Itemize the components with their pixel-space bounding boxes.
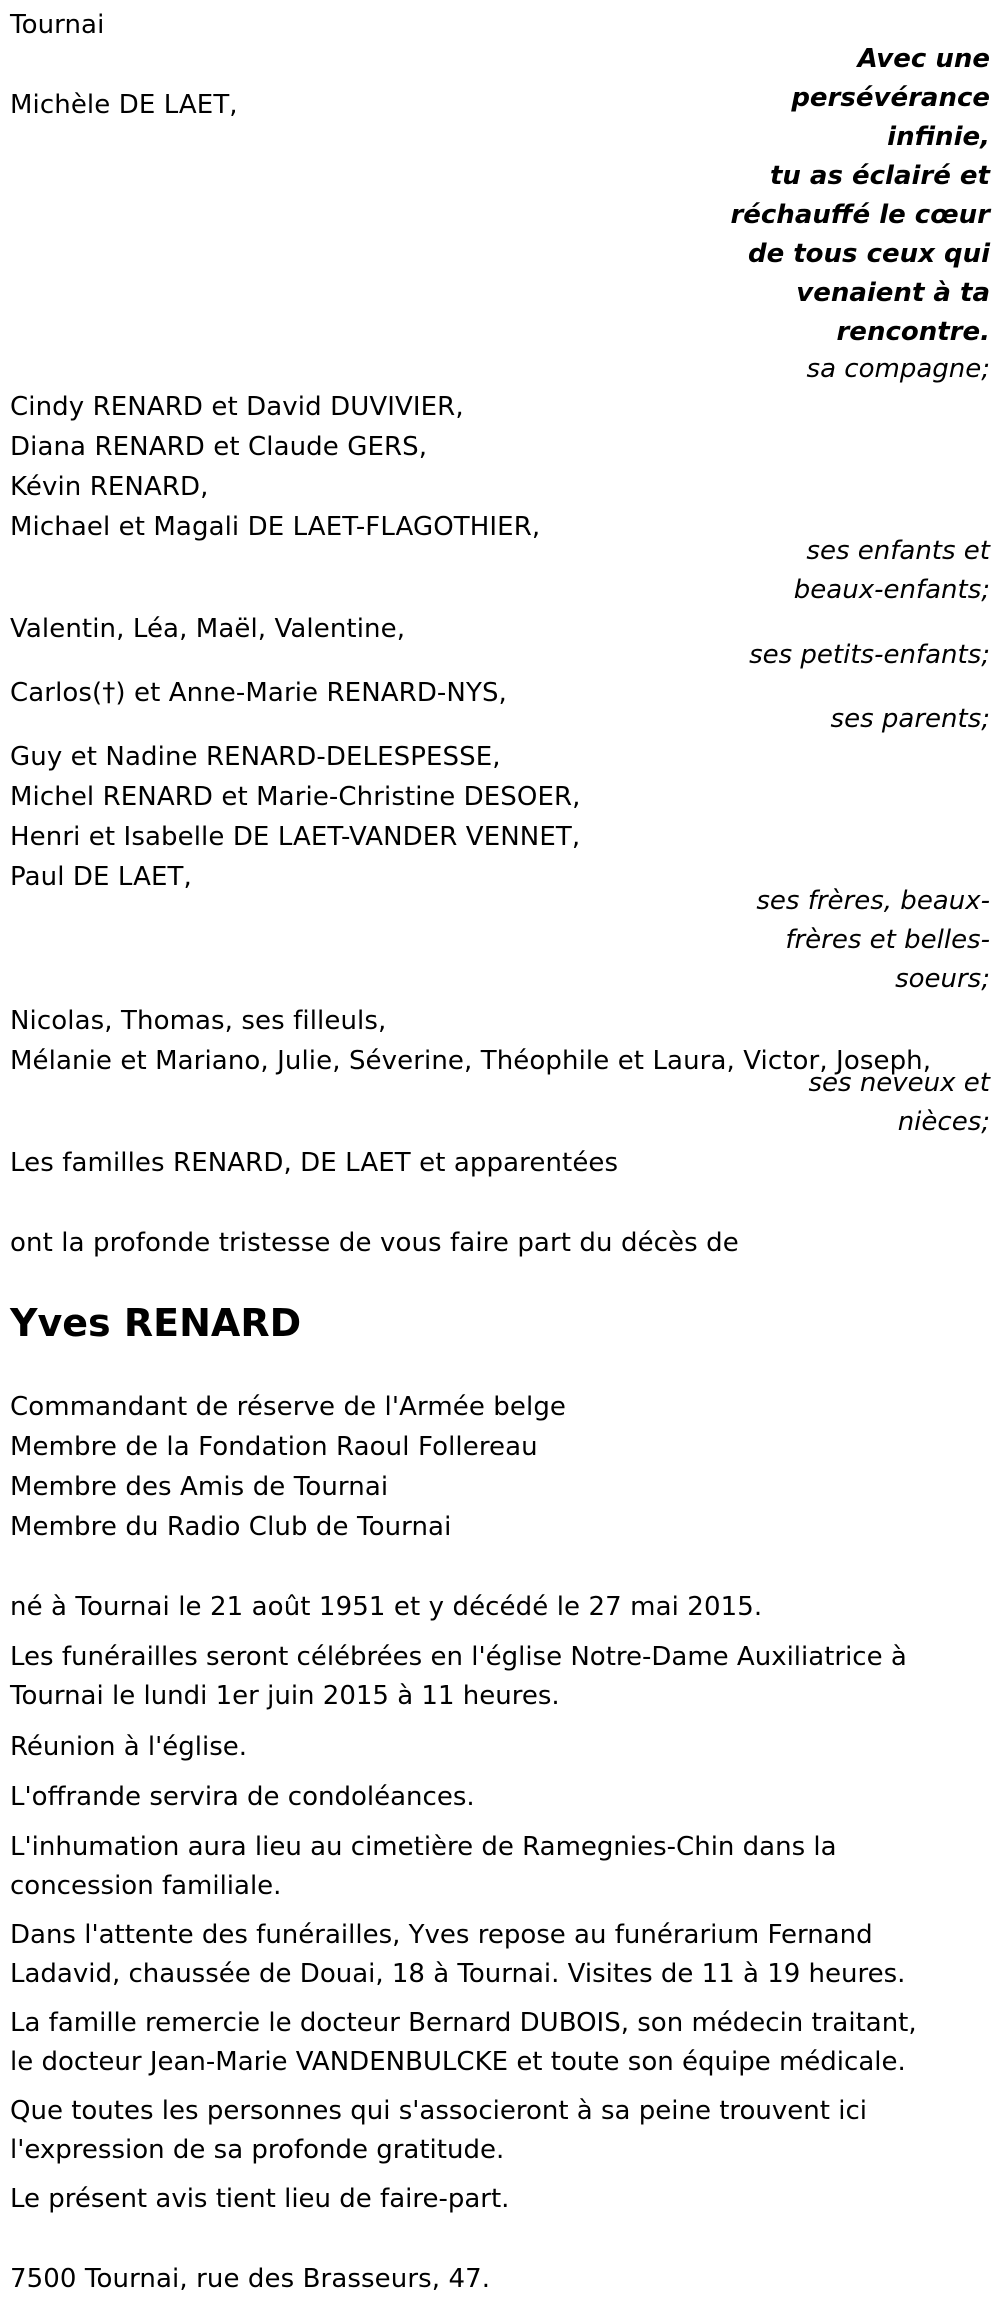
city-header: Tournai bbox=[10, 10, 105, 40]
parents-line: Carlos(†) et Anne-Marie RENARD-NYS, bbox=[10, 678, 507, 708]
announcement-line: ont la profonde tristesse de vous faire part du décès de bbox=[10, 1228, 739, 1258]
quote-block bbox=[710, 40, 990, 352]
role-line: soeurs; bbox=[895, 964, 990, 994]
quote-line: tu as éclairé et bbox=[769, 161, 990, 191]
deceased-name: Yves RENARD bbox=[10, 1301, 302, 1345]
children-role bbox=[690, 532, 990, 610]
nephews-role bbox=[690, 1064, 990, 1142]
sibling-line: Paul DE LAET, bbox=[10, 862, 192, 892]
quote-line: venaient à ta bbox=[796, 278, 990, 308]
families-line: Les familles RENARD, DE LAET et apparentées bbox=[10, 1148, 619, 1178]
offering-info: L'offrande servira de condoléances. bbox=[10, 1782, 475, 1812]
title-line: Membre des Amis de Tournai bbox=[10, 1472, 389, 1502]
grandchildren-role: ses petits-enfants; bbox=[749, 640, 990, 670]
role-line: ses neveux et bbox=[808, 1068, 990, 1098]
child-line: Cindy RENARD et David DUVIVIER, bbox=[10, 392, 464, 422]
quote-line: de tous ceux qui bbox=[747, 239, 990, 269]
funerarium-info: Dans l'attente des funérailles, Yves repose au funérarium Fernand Ladavid, chaussée de Douai, 18 à Tournai. Visites de 11 à 19 heures. bbox=[10, 1920, 906, 1989]
thanks-info: La famille remercie le docteur Bernard DUBOIS, son médecin traitant, le docteur Jean-Marie VANDENBULCKE et toute son équipe médicale. bbox=[10, 2008, 917, 2077]
siblings-role bbox=[690, 882, 990, 999]
companion-name: Michèle DE LAET, bbox=[10, 90, 238, 120]
quote-line: rencontre. bbox=[836, 317, 990, 347]
role-line: ses enfants et bbox=[806, 536, 990, 566]
title-line: Membre de la Fondation Raoul Follereau bbox=[10, 1432, 538, 1462]
funeral-info: Les funérailles seront célébrées en l'église Notre-Dame Auxiliatrice à Tournai le lundi 1er juin 2015 à 11 heures. bbox=[10, 1642, 907, 1711]
sibling-line: Michel RENARD et Marie-Christine DESOER, bbox=[10, 782, 581, 812]
role-line: beaux-enfants; bbox=[793, 575, 990, 605]
address-line: 7500 Tournai, rue des Brasseurs, 47. bbox=[10, 2264, 491, 2294]
nephews-line: Mélanie et Mariano, Julie, Séverine, Théophile et Laura, Victor, Joseph, bbox=[10, 1046, 932, 1076]
child-line: Kévin RENARD, bbox=[10, 472, 209, 502]
quote-line: infinie, bbox=[887, 122, 990, 152]
sibling-line: Guy et Nadine RENARD-DELESPESSE, bbox=[10, 742, 501, 772]
quote-line: Avec une bbox=[857, 44, 990, 74]
meeting-info: Réunion à l'église. bbox=[10, 1732, 248, 1762]
sibling-line: Henri et Isabelle DE LAET-VANDER VENNET, bbox=[10, 822, 581, 852]
gratitude-info: Que toutes les personnes qui s'associeront à sa peine trouvent ici l'expression de sa profonde gratitude. bbox=[10, 2096, 867, 2165]
companion-role: sa compagne; bbox=[806, 354, 990, 384]
parents-role: ses parents; bbox=[830, 704, 990, 734]
quote-line: persévérance bbox=[791, 83, 990, 113]
role-line: nièces; bbox=[897, 1107, 990, 1137]
title-line: Commandant de réserve de l'Armée belge bbox=[10, 1392, 567, 1422]
child-line: Diana RENARD et Claude GERS, bbox=[10, 432, 428, 462]
nephews-line: Nicolas, Thomas, ses filleuls, bbox=[10, 1006, 387, 1036]
birth-death-line: né à Tournai le 21 août 1951 et y décédé le 27 mai 2015. bbox=[10, 1592, 763, 1622]
role-line: ses frères, beaux- bbox=[756, 886, 990, 916]
notice-info: Le présent avis tient lieu de faire-part. bbox=[10, 2184, 510, 2214]
child-line: Michael et Magali DE LAET-FLAGOTHIER, bbox=[10, 512, 541, 542]
burial-info: L'inhumation aura lieu au cimetière de Ramegnies-Chin dans la concession familiale. bbox=[10, 1832, 837, 1901]
role-line: frères et belles- bbox=[785, 925, 990, 955]
quote-line: réchauffé le cœur bbox=[730, 200, 990, 230]
grandchildren-line: Valentin, Léa, Maël, Valentine, bbox=[10, 614, 406, 644]
title-line: Membre du Radio Club de Tournai bbox=[10, 1512, 452, 1542]
